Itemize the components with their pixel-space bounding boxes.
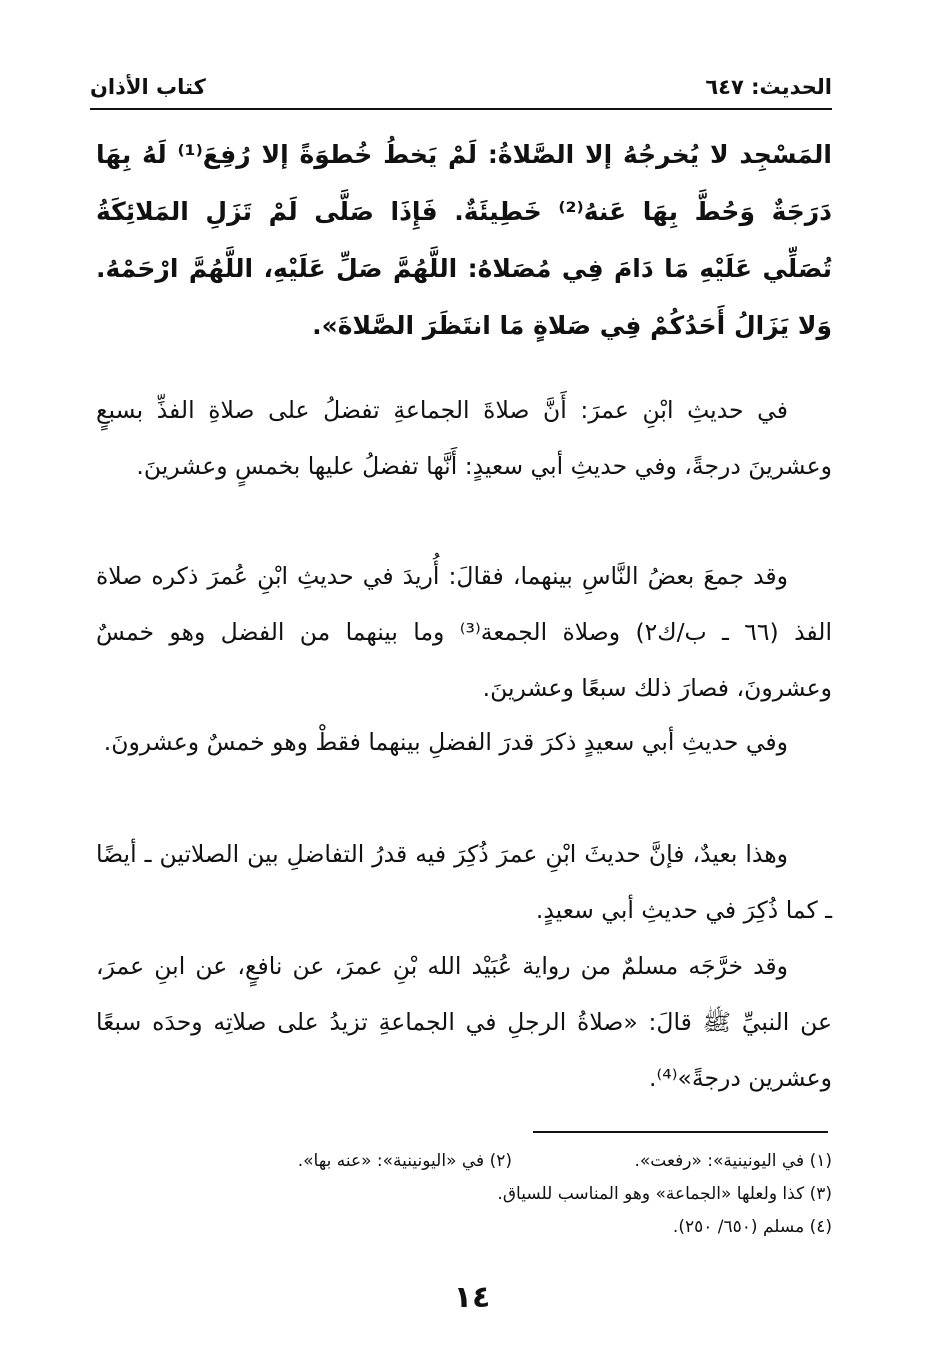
header-divider bbox=[90, 108, 832, 110]
footnotes bbox=[200, 1145, 832, 1244]
footnote-4: (٤) مسلم (٦٥٠/ ٢٥٠). bbox=[672, 1217, 832, 1237]
commentary-paragraph-4: وهذا بعيدٌ، فإنَّ حديثَ ابْنِ عمرَ ذُكِرَ فيه قدرُ التفاضلِ بين الصلاتين ـ أيضًا ـ كما ذُكِرَ في حديثِ أبي سعيدٍ. bbox=[96, 840, 832, 924]
running-header bbox=[90, 70, 832, 104]
commentary-paragraph-3: وفي حديثِ أبي سعيدٍ ذكرَ قدرَ الفضلِ بينهما فقطْ وهو خمسٌ وعشرونَ. bbox=[103, 728, 788, 756]
footnote-row bbox=[200, 1145, 832, 1178]
footnote-1: (١) في اليونينية»: «رفعت». bbox=[634, 1151, 832, 1171]
hadith-number: الحديث: ٦٤٧ bbox=[705, 75, 832, 99]
hadith-text: المَسْجِد لا يُخرجُهُ إلا الصَّلاةُ: لَمْ يَخطُ خُطوَةً إلا رُفِعَ⁽¹⁾ لَهُ بِهَا دَرَجَةٌ وَحُطَّ بِهَا عَنهُ⁽²⁾ خَطِيئَةٌ. فَإِذَا صَلَّى لَمْ تَزَلِ المَلائِكَةُ تُصَلِّي عَلَيْهِ مَا دَامَ فِي مُصَلاهُ: اللَّهُمَّ صَلِّ عَلَيْهِ، اللَّهُمَّ ارْحَمْهُ. وَلا يَزَالُ أَحَدُكُمْ فِي صَلاةٍ مَا انتَظَرَ الصَّلاةَ». bbox=[96, 140, 832, 340]
page-number: ١٤ bbox=[453, 1280, 491, 1315]
commentary-paragraph-2: وقد جمعَ بعضُ النَّاسِ بينهما، فقالَ: أُريدَ في حديثِ ابْنِ عُمرَ ذكره صلاة الفذ (٦٦ ـ ب/ك٢) وصلاة الجمعة⁽³⁾ وما بينهما من الفضل وهو خمسٌ وعشرونَ، فصارَ ذلك سبعًا وعشرينَ. bbox=[96, 562, 832, 702]
book-title: كتاب الأذان bbox=[90, 75, 206, 99]
footnote-divider bbox=[533, 1131, 828, 1133]
commentary-paragraph-5: وقد خرَّجَه مسلمٌ من رواية عُبَيْد الله بْنِ عمرَ، عن نافعٍ، عن ابنِ عمرَ، عن النبيِّ ﷺ قالَ: «صلاةُ الرجلِ في الجماعةِ تزيدُ على صلاتِه وحدَه سبعًا وعشرين درجةً»⁽⁴⁾. bbox=[96, 952, 832, 1092]
commentary-paragraph-1: في حديثِ ابْنِ عمرَ: أَنَّ صلاةَ الجماعةِ تفضلُ على صلاةِ الفذِّ بسبعٍ وعشرينَ درجةً، وفي حديثِ أبي سعيدٍ: أَنَّها تفضلُ عليها بخمسٍ وعشرينَ. bbox=[96, 396, 832, 480]
footnote-2: (٢) في «اليونينية»: «عنه بها». bbox=[297, 1151, 512, 1171]
footnote-3: (٣) كذا ولعلها «الجماعة» وهو المناسب للسياق. bbox=[497, 1184, 832, 1204]
